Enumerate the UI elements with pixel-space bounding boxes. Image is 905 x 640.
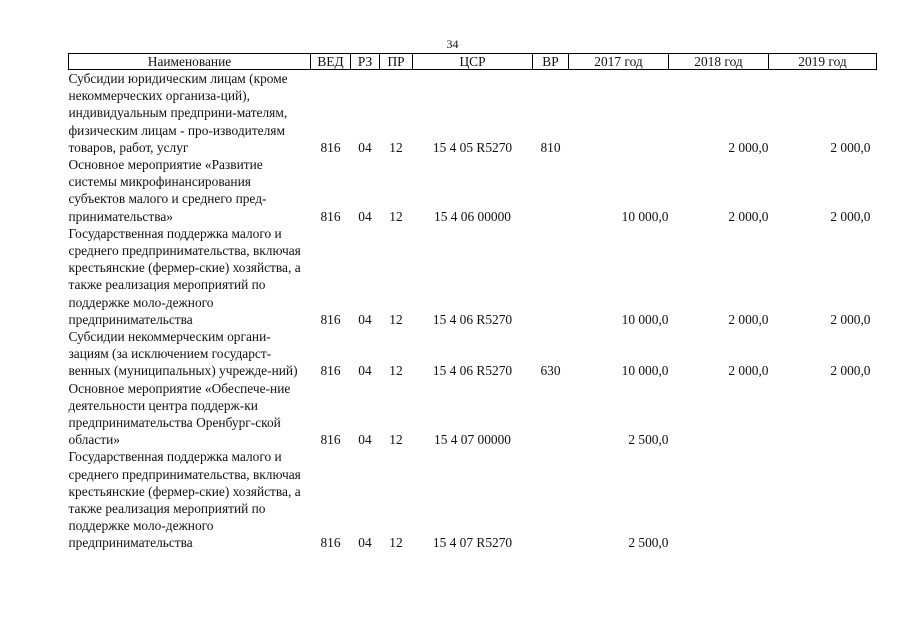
row-pr: 12 xyxy=(389,535,403,551)
header-csr: ЦСР xyxy=(413,54,533,70)
row-ved: 816 xyxy=(320,139,341,155)
row-2019: 2 000,0 xyxy=(830,208,871,224)
header-pr: ПР xyxy=(380,54,413,70)
row-pr: 12 xyxy=(389,139,403,155)
row-ved: 816 xyxy=(320,208,341,224)
row-ved: 816 xyxy=(320,432,341,448)
row-csr: 15 4 06 R5270 xyxy=(432,363,513,379)
row-csr: 15 4 06 R5270 xyxy=(432,311,513,327)
row-2019 xyxy=(769,448,877,551)
table-row xyxy=(69,70,877,157)
row-pr: 12 xyxy=(389,311,403,327)
row-rz: 04 xyxy=(358,363,372,379)
row-rz: 04 xyxy=(358,139,372,155)
row-rz: 04 xyxy=(358,535,372,551)
row-2018: 2 000,0 xyxy=(728,208,769,224)
row-2018 xyxy=(669,380,769,449)
row-vr xyxy=(533,448,569,551)
row-rz: 04 xyxy=(358,311,372,327)
header-name: Наименование xyxy=(69,54,311,70)
row-name: Основное мероприятие «Развитие системы микрофинансирования субъектов малого и среднего пред-принимательства» xyxy=(68,157,267,224)
row-vr xyxy=(533,156,569,225)
row-ved: 816 xyxy=(320,311,341,327)
row-pr: 12 xyxy=(389,208,403,224)
row-2017 xyxy=(569,70,669,157)
row-2018: 2 000,0 xyxy=(728,139,769,155)
header-ved: ВЕД xyxy=(311,54,351,70)
row-vr xyxy=(533,225,569,328)
table-header xyxy=(69,54,877,70)
header-2019: 2019 год xyxy=(769,54,877,70)
row-vr: 810 xyxy=(540,139,561,155)
row-2017: 10 000,0 xyxy=(621,311,669,327)
header-2018: 2018 год xyxy=(669,54,769,70)
row-csr: 15 4 07 00000 xyxy=(434,432,511,448)
row-rz: 04 xyxy=(358,208,372,224)
table-row xyxy=(69,448,877,551)
row-pr: 12 xyxy=(389,432,403,448)
header-rz: РЗ xyxy=(351,54,380,70)
row-vr: 630 xyxy=(540,363,561,379)
row-2017: 10 000,0 xyxy=(621,208,669,224)
row-ved: 816 xyxy=(320,535,341,551)
header-2017: 2017 год xyxy=(569,54,669,70)
row-csr: 15 4 05 R5270 xyxy=(432,139,513,155)
row-name: Государственная поддержка малого и среднего предпринимательства, включая крестьянские (фермер-ские) хозяйства, а также реализация мероприятий по поддержке моло-дежного предпринимательства xyxy=(68,225,301,327)
page-number: 34 xyxy=(446,37,459,51)
row-2019: 2 000,0 xyxy=(830,311,871,327)
row-2019: 2 000,0 xyxy=(830,363,871,379)
row-csr: 15 4 07 R5270 xyxy=(432,535,513,551)
row-name: Основное мероприятие «Обеспече-ние деятельности центра поддерж-ки предпринимательства Оренбург-ской области» xyxy=(68,380,291,448)
row-ved: 816 xyxy=(320,363,341,379)
row-2018 xyxy=(669,448,769,551)
row-name: Государственная поддержка малого и среднего предпринимательства, включая крестьянские (фермер-ские) хозяйства, а также реализация мероприятий по поддержке моло-дежного предпринимательства xyxy=(68,449,301,551)
row-name: Субсидии юридическим лицам (кроме некоммерческих организа-ций), индивидуальным предприни-мателям, физическим лицам - про-изводителям товаров, работ, услуг xyxy=(68,71,288,155)
row-2018: 2 000,0 xyxy=(728,363,769,379)
row-csr: 15 4 06 00000 xyxy=(434,208,511,224)
row-2018: 2 000,0 xyxy=(728,311,769,327)
row-rz: 04 xyxy=(358,432,372,448)
table-row xyxy=(69,380,877,449)
table-row xyxy=(69,156,877,225)
budget-table xyxy=(68,53,877,552)
row-2017: 2 500,0 xyxy=(628,535,669,551)
row-pr: 12 xyxy=(389,363,403,379)
row-2019: 2 000,0 xyxy=(830,139,871,155)
row-vr xyxy=(533,380,569,449)
row-2019 xyxy=(769,380,877,449)
table-row xyxy=(69,328,877,380)
row-name: Субсидии некоммерческим органи-зациям (за исключением государст-венных (муниципальных) учрежде-ний) xyxy=(68,329,298,379)
header-vr: ВР xyxy=(533,54,569,70)
table-row xyxy=(69,225,877,328)
row-2017: 10 000,0 xyxy=(621,363,669,379)
row-2017: 2 500,0 xyxy=(628,432,669,448)
